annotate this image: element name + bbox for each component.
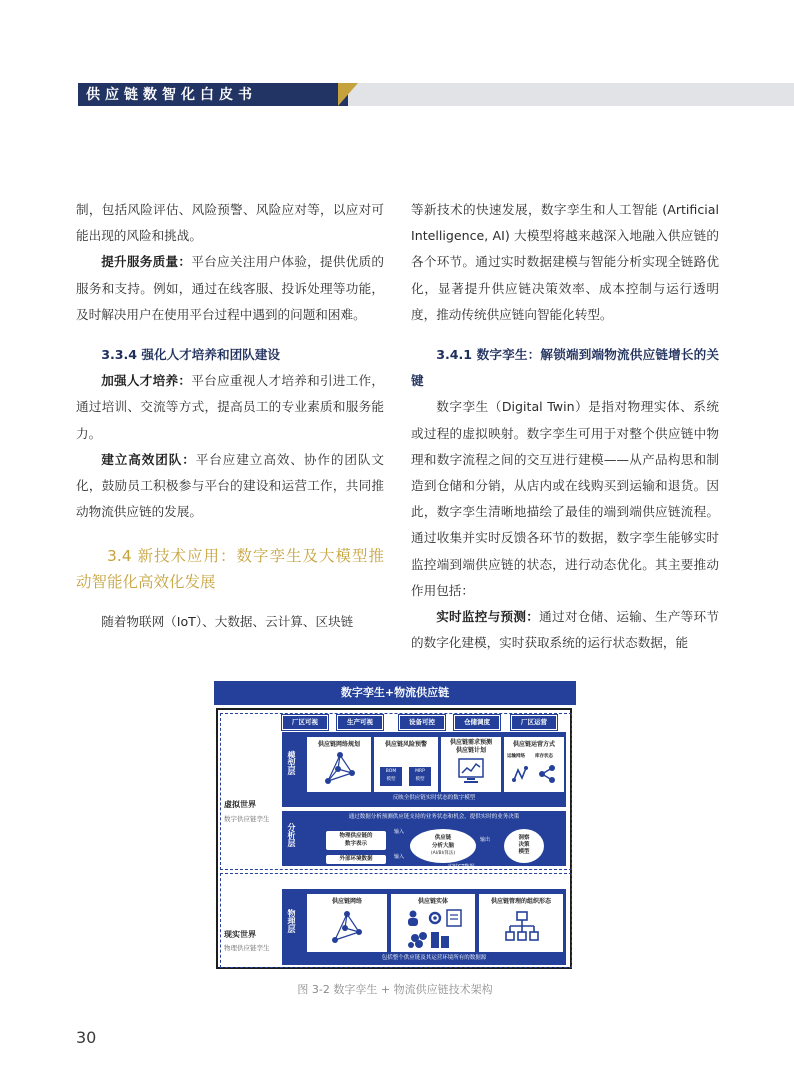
section-heading-3-4: 3.4 新技术应用：数字孪生及大模型推动智能化高效化发展 [76, 547, 384, 592]
card-title: 供应链运营方式 [512, 741, 555, 748]
page-number: 30 [76, 1028, 97, 1047]
entity-icons [401, 908, 465, 950]
phys-card-organization [478, 893, 564, 953]
header-gold-accent [338, 83, 358, 106]
inventory-state-label: 库存状态 [535, 754, 553, 759]
network-graph-icon [331, 910, 363, 946]
physical-layer-caption: 包括整个供应链及其运营环境所有的数据源 [381, 955, 487, 961]
bold-lead: 加强人才培养： [101, 373, 192, 389]
insight-decision-label: 洞察 决策 模型 [518, 835, 530, 855]
model-card-demand-forecast [440, 736, 502, 793]
input-arrow-label: 输入 [394, 829, 405, 835]
realtime-data-label: 实时CT数据 [448, 864, 475, 870]
paragraph [76, 368, 384, 447]
right-column [411, 197, 719, 656]
analysis-layer-caption: 通过数据分析预测供应链支持的业务状态和机会，提供实时的业务决策 [348, 814, 520, 820]
digital-representation-box: 物理供应链的 数字表示 [326, 831, 386, 850]
real-world-sublabel: 物理供应链孪生 [224, 944, 270, 952]
analysis-brain-label: 供应链 分析大脑 [431, 835, 454, 849]
card-title: 供应链实体 [417, 898, 448, 905]
analysis-brain-sublabel: (AI/BI/算法) [430, 851, 456, 856]
bom-model-box: BOM 模型 [380, 767, 402, 786]
paragraph-text: 平台应重视人才培养和引进工作，通过培训、交流等方式，提高员工的专业素质和服务能力。 [76, 373, 385, 441]
tag-production-visible: 生产可视 [337, 715, 383, 730]
model-layer-caption: 反映全供应链实时状态的数字模型 [392, 795, 476, 801]
section-heading-3-3-4: 3.3.4 强化人才培养和团队建设 [101, 347, 280, 363]
paragraph-text: 平台应建立高效、协作的团队文化，鼓励员工积极参与平台的建设和运营工作，共同推动物流供应链的发展。 [76, 451, 385, 520]
paragraph: 数字孪生（Digital Twin）是指对物理实体、系统或过程的虚拟映射。数字孪生可用于对整个供应链中物理和数字流程之间的交互进行建模——从产品构思和制造到仓储和分销，从店内或在线购买到运输和退货。因此，数字孪生清晰地描绘了最佳的端到端供应链流程。通过收集并实时反馈各环节的数据，数字孪生能够实时监控端到端供应链的状态，进行动态优化。其主要推动作用包括： [411, 399, 719, 598]
paragraph-text: 通过对仓储、运输、生产等环节的数字化建模，实时获取系统的运行状态数据，能 [411, 609, 720, 651]
mrp-model-box: MRP 模型 [409, 767, 431, 786]
output-arrow-label: 输出 [480, 837, 491, 843]
tag-equipment-control: 设备可控 [399, 715, 445, 730]
tag-factory-ops: 厂区运营 [511, 715, 557, 730]
paragraph-text: 平台应关注用户体验，提供优质的服务和支持。例如，通过在线客服、投诉处理等功能，及时解决用户在使用平台过程中遇到的问题和困难。 [76, 254, 385, 322]
route-icon [512, 764, 528, 784]
section-heading-3-4-1: 3.4.1 数字孪生：解锁端到端物流供应链增长的关键 [411, 347, 719, 389]
tag-warehouse-dispatch: 仓储调度 [454, 715, 500, 730]
bold-lead: 实时监控与预测： [436, 609, 540, 625]
model-card-risk-warning [373, 736, 439, 793]
chart-monitor-icon [457, 757, 485, 785]
paragraph [411, 604, 719, 656]
model-layer-label: 模型层 [287, 751, 296, 775]
card-title: 供应链管理的组织形态 [490, 898, 551, 905]
network-graph-icon [324, 751, 356, 787]
paragraph [76, 249, 384, 328]
phys-card-network [306, 893, 388, 953]
external-data-box: 外部环境数据 [326, 855, 386, 864]
transport-network-label: 运输网络 [507, 754, 525, 759]
phys-card-entity [390, 893, 476, 953]
card-title: 供应链风险预警 [384, 741, 427, 748]
virtual-world-label: 虚拟世界 [224, 800, 256, 809]
diagram-title: 数字孪生+物流供应链 [214, 681, 576, 705]
tag-factory-visible: 厂区可视 [282, 715, 328, 730]
paragraph: 随着物联网（IoT）、大数据、云计算、区块链 [101, 614, 354, 630]
architecture-diagram [214, 681, 576, 971]
left-column [76, 197, 384, 636]
paragraph: 等新技术的快速发展，数字孪生和人工智能 (Artificial Intelligence, AI) 大模型将越来越深入地融入供应链的各个环节。通过实时数据建模与智能分析实现全链路优化，显著提升供应链决策效率、成本控制与运行透明度，推动传统供应链向智能化转型。 [411, 202, 719, 322]
physical-layer-label: 物理层 [287, 909, 296, 933]
analysis-brain-node [410, 829, 476, 863]
card-title: 供应链网络规划 [317, 741, 360, 748]
figure-caption: 图 3-2 数字孪生 + 物流供应链技术架构 [297, 983, 493, 996]
bold-lead: 建立高效团队： [101, 451, 196, 467]
card-title: 供应链网络 [331, 898, 362, 905]
analysis-layer-label: 分析层 [287, 823, 296, 847]
insight-decision-node [504, 829, 544, 863]
paragraph: 制，包括风险评估、风险预警、风险应对等，以应对可能出现的风险和挑战。 [76, 202, 384, 244]
virtual-world-sublabel: 数字供应链孪生 [224, 815, 270, 823]
paragraph [76, 447, 384, 526]
bold-lead: 提升服务质量： [101, 254, 192, 270]
real-world-label: 现实世界 [224, 930, 256, 939]
org-chart-icon [505, 910, 539, 946]
model-card-network-planning [306, 736, 372, 793]
share-icon [538, 764, 556, 784]
input-arrow-label-2: 输入 [394, 854, 405, 860]
model-card-operations [503, 736, 565, 793]
header-title: 供应链数智化白皮书 [86, 87, 257, 103]
card-title: 供应链需求预测 供应链计划 [449, 739, 492, 754]
